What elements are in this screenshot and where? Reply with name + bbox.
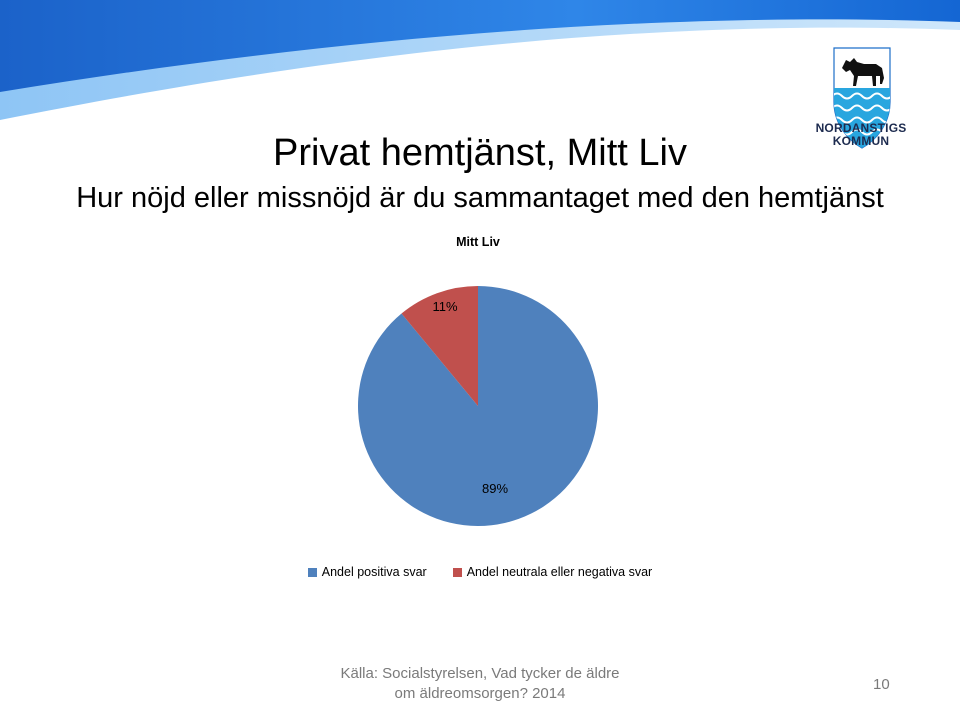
source-line-2: om äldreomsorgen? 2014 bbox=[394, 685, 566, 702]
legend-item-positive bbox=[308, 565, 427, 579]
logo-text-line2: KOMMUN bbox=[832, 134, 890, 148]
legend-swatch-neutral-negative bbox=[453, 568, 462, 577]
legend-label-positive: Andel positiva svar bbox=[321, 565, 427, 579]
legend-label-neutral-negative: Andel neutrala eller negativa svar bbox=[466, 565, 653, 579]
chart-title: Mitt Liv bbox=[456, 235, 500, 249]
source-line-1: Källa: Socialstyrelsen, Vad tycker de äldre bbox=[340, 665, 620, 682]
logo-text-line1: NORDANSTIGS bbox=[815, 121, 907, 135]
source-citation bbox=[330, 664, 630, 704]
pie-slice-positive bbox=[358, 286, 598, 526]
slide-title: Privat hemtjänst, Mitt Liv bbox=[273, 132, 687, 174]
data-label-positive: 89% bbox=[481, 481, 509, 496]
data-label-neutral-negative: 11% bbox=[432, 299, 458, 314]
legend-swatch-positive bbox=[308, 568, 317, 577]
slide-subtitle: Hur nöjd eller missnöjd är du sammantaget med den hemtjänst bbox=[76, 182, 884, 214]
chart-legend bbox=[0, 565, 960, 579]
page-number: 10 bbox=[873, 676, 890, 693]
legend-item-neutral-negative bbox=[453, 565, 653, 579]
